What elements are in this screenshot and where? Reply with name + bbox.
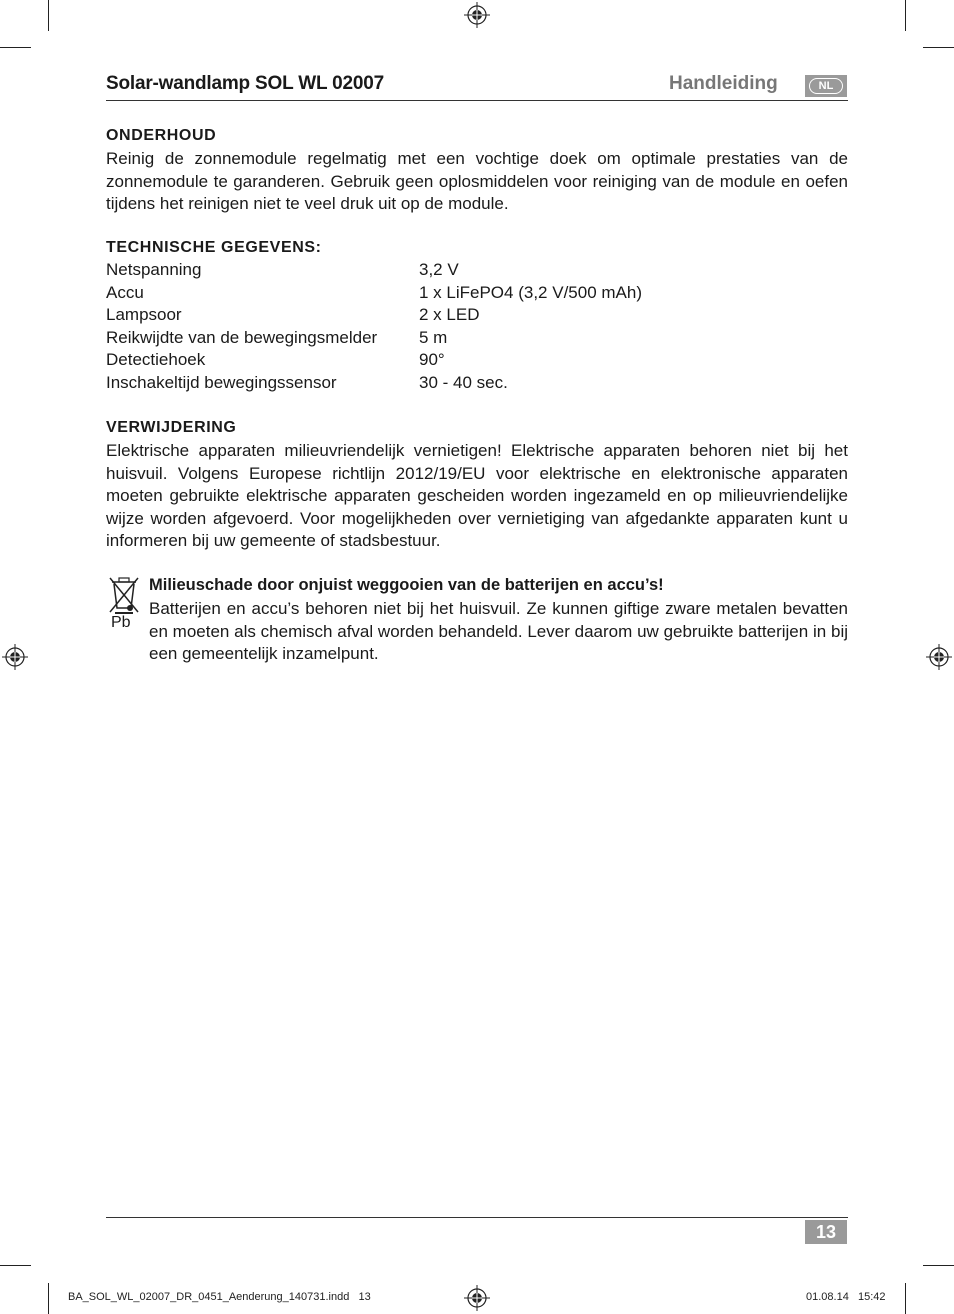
spec-value: 3,2 V: [419, 260, 459, 279]
disposal-text: Elektrische apparaten milieuvriendelijk vernietigen! Elektrische apparaten behoren niet bij het huisvuil. Volgens Europese richtlijn 2012/19/EU voor elektrische en elektronische apparaten moeten gebruikte elektrische apparaten gescheiden worden ingezameld en op milieuvriendelijke wijze worden afgevoerd. Voor mogelijkheden over vernietiging van afgedankte apparaten kunt u informeren bij uw gemeente of stadsbestuur.: [106, 441, 848, 550]
maintenance-heading: ONDERHOUD: [106, 127, 217, 144]
specs-heading: TECHNISCHE GEGEVENS:: [106, 239, 322, 256]
lead-symbol: Pb: [111, 614, 131, 631]
crop-mark: [48, 1283, 49, 1314]
spec-value: 30 - 40 sec.: [419, 373, 508, 392]
spec-label: Lampsoor: [106, 305, 182, 325]
disposal-heading: VERWIJDERING: [106, 419, 237, 436]
crop-mark: [923, 1265, 954, 1266]
battery-warning-heading: Milieuschade door onjuist weggooien van de batterijen en accu’s!: [149, 576, 664, 594]
date-slug: 01.08.14 15:42: [806, 1291, 886, 1303]
spec-value: 90°: [419, 350, 445, 370]
document-title: Solar-wandlamp SOL WL 02007: [106, 73, 384, 94]
spec-label: Netspanning: [106, 260, 202, 279]
language-badge: [805, 75, 847, 97]
spec-label: Reikwijdte van de bewegingsmelder: [106, 327, 378, 347]
registration-mark-icon: [2, 644, 28, 670]
crop-mark: [923, 47, 954, 48]
section-label: Handleiding: [669, 73, 778, 94]
footer-rule: [106, 1217, 848, 1218]
battery-warning-text: Batterijen en accu’s behoren niet bij het huisvuil. Ze kunnen giftige zware metalen bevatten en moeten als chemisch afval worden behandeld. Lever daarom uw gebruikte batterijen in bij een gemeentelijk inzamelpunt.: [149, 599, 848, 663]
spec-value: 2 x LED: [419, 305, 480, 325]
file-slug: BA_SOL_WL_02007_DR_0451_Aenderung_140731.indd 13: [68, 1291, 371, 1303]
spec-label: Accu: [106, 282, 144, 302]
header-rule: [106, 100, 848, 101]
registration-mark-icon: [464, 1285, 490, 1311]
spec-value: 1 x LiFePO4 (3,2 V/500 mAh): [419, 282, 642, 302]
crop-mark: [905, 1283, 906, 1314]
page-number: 13: [805, 1220, 847, 1244]
crop-mark: [48, 0, 49, 31]
spec-value: 5 m: [419, 327, 448, 347]
language-code: NL: [809, 78, 843, 94]
spec-label: Inschakeltijd bewegingssensor: [106, 373, 337, 392]
crop-mark: [0, 47, 31, 48]
maintenance-text: Reinig de zonnemodule regelmatig met een vochtige doek om optimale prestaties van de zonnemodule te garanderen. Gebruik geen oplosmiddelen voor reiniging van de module en oefen tijdens het reinigen niet te veel druk uit op de module.: [106, 149, 848, 213]
registration-mark-icon: [926, 644, 952, 670]
spec-label: Detectiehoek: [106, 350, 206, 370]
registration-mark-icon: [464, 2, 490, 28]
crop-mark: [905, 0, 906, 31]
crop-mark: [0, 1265, 31, 1266]
